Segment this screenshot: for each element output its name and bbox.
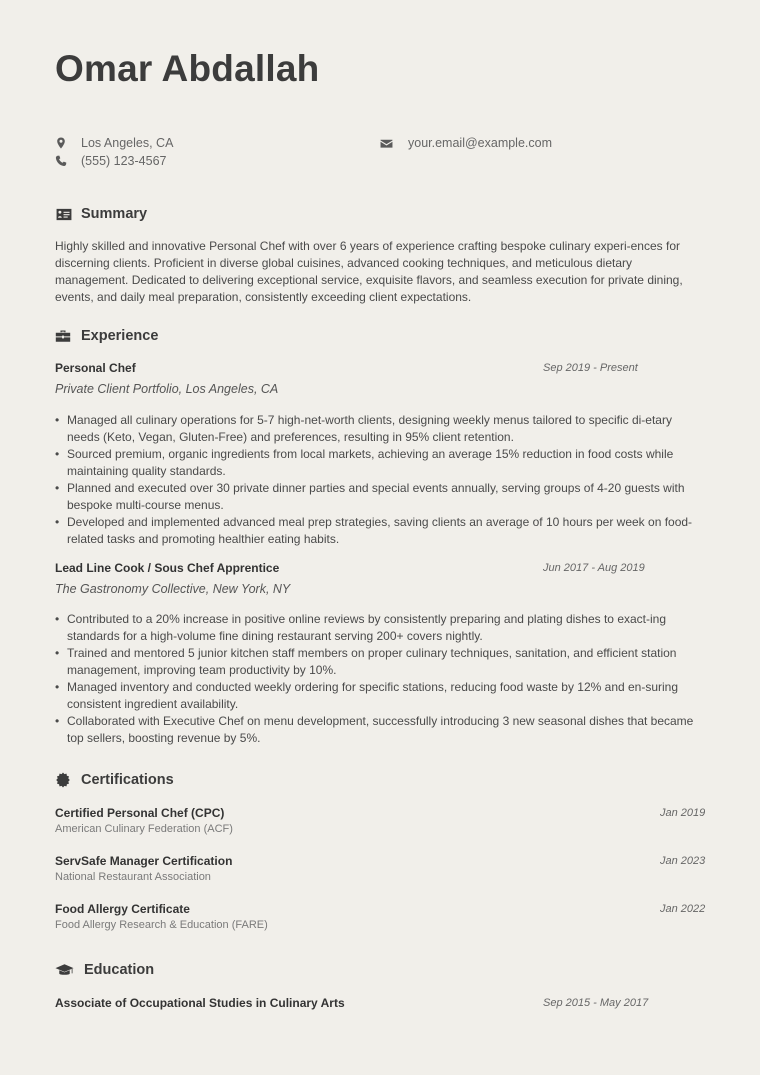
contact-email	[380, 136, 552, 150]
summary-title: Summary	[81, 206, 148, 222]
education-dates-1: Sep 2015 - May 2017	[543, 997, 649, 1009]
education-heading	[55, 962, 154, 978]
list-item: • Developed and implemented advanced meal prep strategies, saving clients an average of 10 hours per week on food-related tasks and promoting healthier eating habits.	[55, 514, 707, 548]
summary-text: Highly skilled and innovative Personal Chef with over 6 years of experience crafting bespoke culinary experi-ences for discerning clients. Proficient in diverse global cuisines, advanced cooking techniques, and meticulous dietary management. Dedicated to delivering exceptional service, exquisite flavors, and seamless execution for private dining, events, and daily meal preparation, consistently exceeding client expectations.	[55, 239, 683, 304]
certificate-badge-icon	[55, 772, 81, 788]
list-item: • Trained and mentored 5 junior kitchen staff members on proper culinary techniques, sanitation, and efficient station management, improving team productivity by 10%.	[55, 645, 707, 679]
cert-date-1: Jan 2019	[660, 807, 706, 819]
job-title-2: Lead Line Cook / Sous Chef Apprentice	[55, 561, 280, 575]
briefcase-icon	[55, 329, 81, 343]
job-bullets-2	[55, 611, 707, 747]
cert-date-2: Jan 2023	[660, 855, 706, 867]
list-item: • Sourced premium, organic ingredients from local markets, achieving an average 15% reduction in food costs while maintaining quality standards.	[55, 446, 707, 480]
location-text: Los Angeles, CA	[81, 136, 174, 150]
email-link[interactable]: your.email@example.com	[408, 136, 552, 150]
cert-org-1: American Culinary Federation (ACF)	[55, 823, 233, 835]
job-company-1: Private Client Portfolio, Los Angeles, CA	[55, 382, 279, 396]
phone-icon	[55, 155, 81, 167]
experience-title: Experience	[81, 328, 159, 344]
list-item: • Planned and executed over 30 private dinner parties and special events annually, serving groups of 4-20 guests with bespoke multi-course menus.	[55, 480, 707, 514]
job-bullets-1	[55, 412, 707, 548]
cert-name-3: Food Allergy Certificate	[55, 902, 190, 916]
job-title-1: Personal Chef	[55, 361, 136, 375]
cert-name-2: ServSafe Manager Certification	[55, 854, 233, 868]
graduation-cap-icon	[55, 963, 84, 977]
education-title: Education	[84, 962, 155, 978]
contact-phone	[55, 154, 166, 168]
cert-org-2: National Restaurant Association	[55, 871, 211, 883]
summary-heading	[55, 206, 147, 222]
candidate-name: Omar Abdallah	[55, 48, 320, 89]
cert-date-3: Jan 2022	[660, 903, 706, 915]
job-dates-1: Sep 2019 - Present	[543, 362, 638, 374]
certifications-title: Certifications	[81, 772, 174, 788]
contact-location	[55, 136, 173, 150]
education-degree-1: Associate of Occupational Studies in Culinary Arts	[55, 996, 345, 1010]
cert-org-3: Food Allergy Research & Education (FARE)	[55, 919, 268, 931]
location-pin-icon	[55, 137, 81, 149]
list-item: • Contributed to a 20% increase in positive online reviews by consistently preparing and plating dishes to exact-ing standards for a high-volume fine dining restaurant serving 200+ covers nightly.	[55, 611, 707, 645]
experience-heading	[55, 328, 158, 344]
list-item: • Collaborated with Executive Chef on menu development, successfully introducing 3 new seasonal dishes that became top sellers, boosting revenue by 5%.	[55, 713, 707, 747]
id-card-icon	[55, 208, 81, 221]
list-item: • Managed inventory and conducted weekly ordering for specific stations, reducing food waste by 12% and en-suring consistent ingredient availability.	[55, 679, 707, 713]
certifications-heading	[55, 772, 174, 788]
job-dates-2: Jun 2017 - Aug 2019	[543, 562, 645, 574]
envelope-icon	[380, 137, 408, 150]
list-item: • Managed all culinary operations for 5-7 high-net-worth clients, designing weekly menus tailored to specific di-etary needs (Keto, Vegan, Gluten-Free) and preferences, resulting in 95% client retention.	[55, 412, 707, 446]
phone-text: (555) 123-4567	[81, 154, 167, 168]
cert-name-1: Certified Personal Chef (CPC)	[55, 806, 225, 820]
job-company-2: The Gastronomy Collective, New York, NY	[55, 582, 291, 596]
